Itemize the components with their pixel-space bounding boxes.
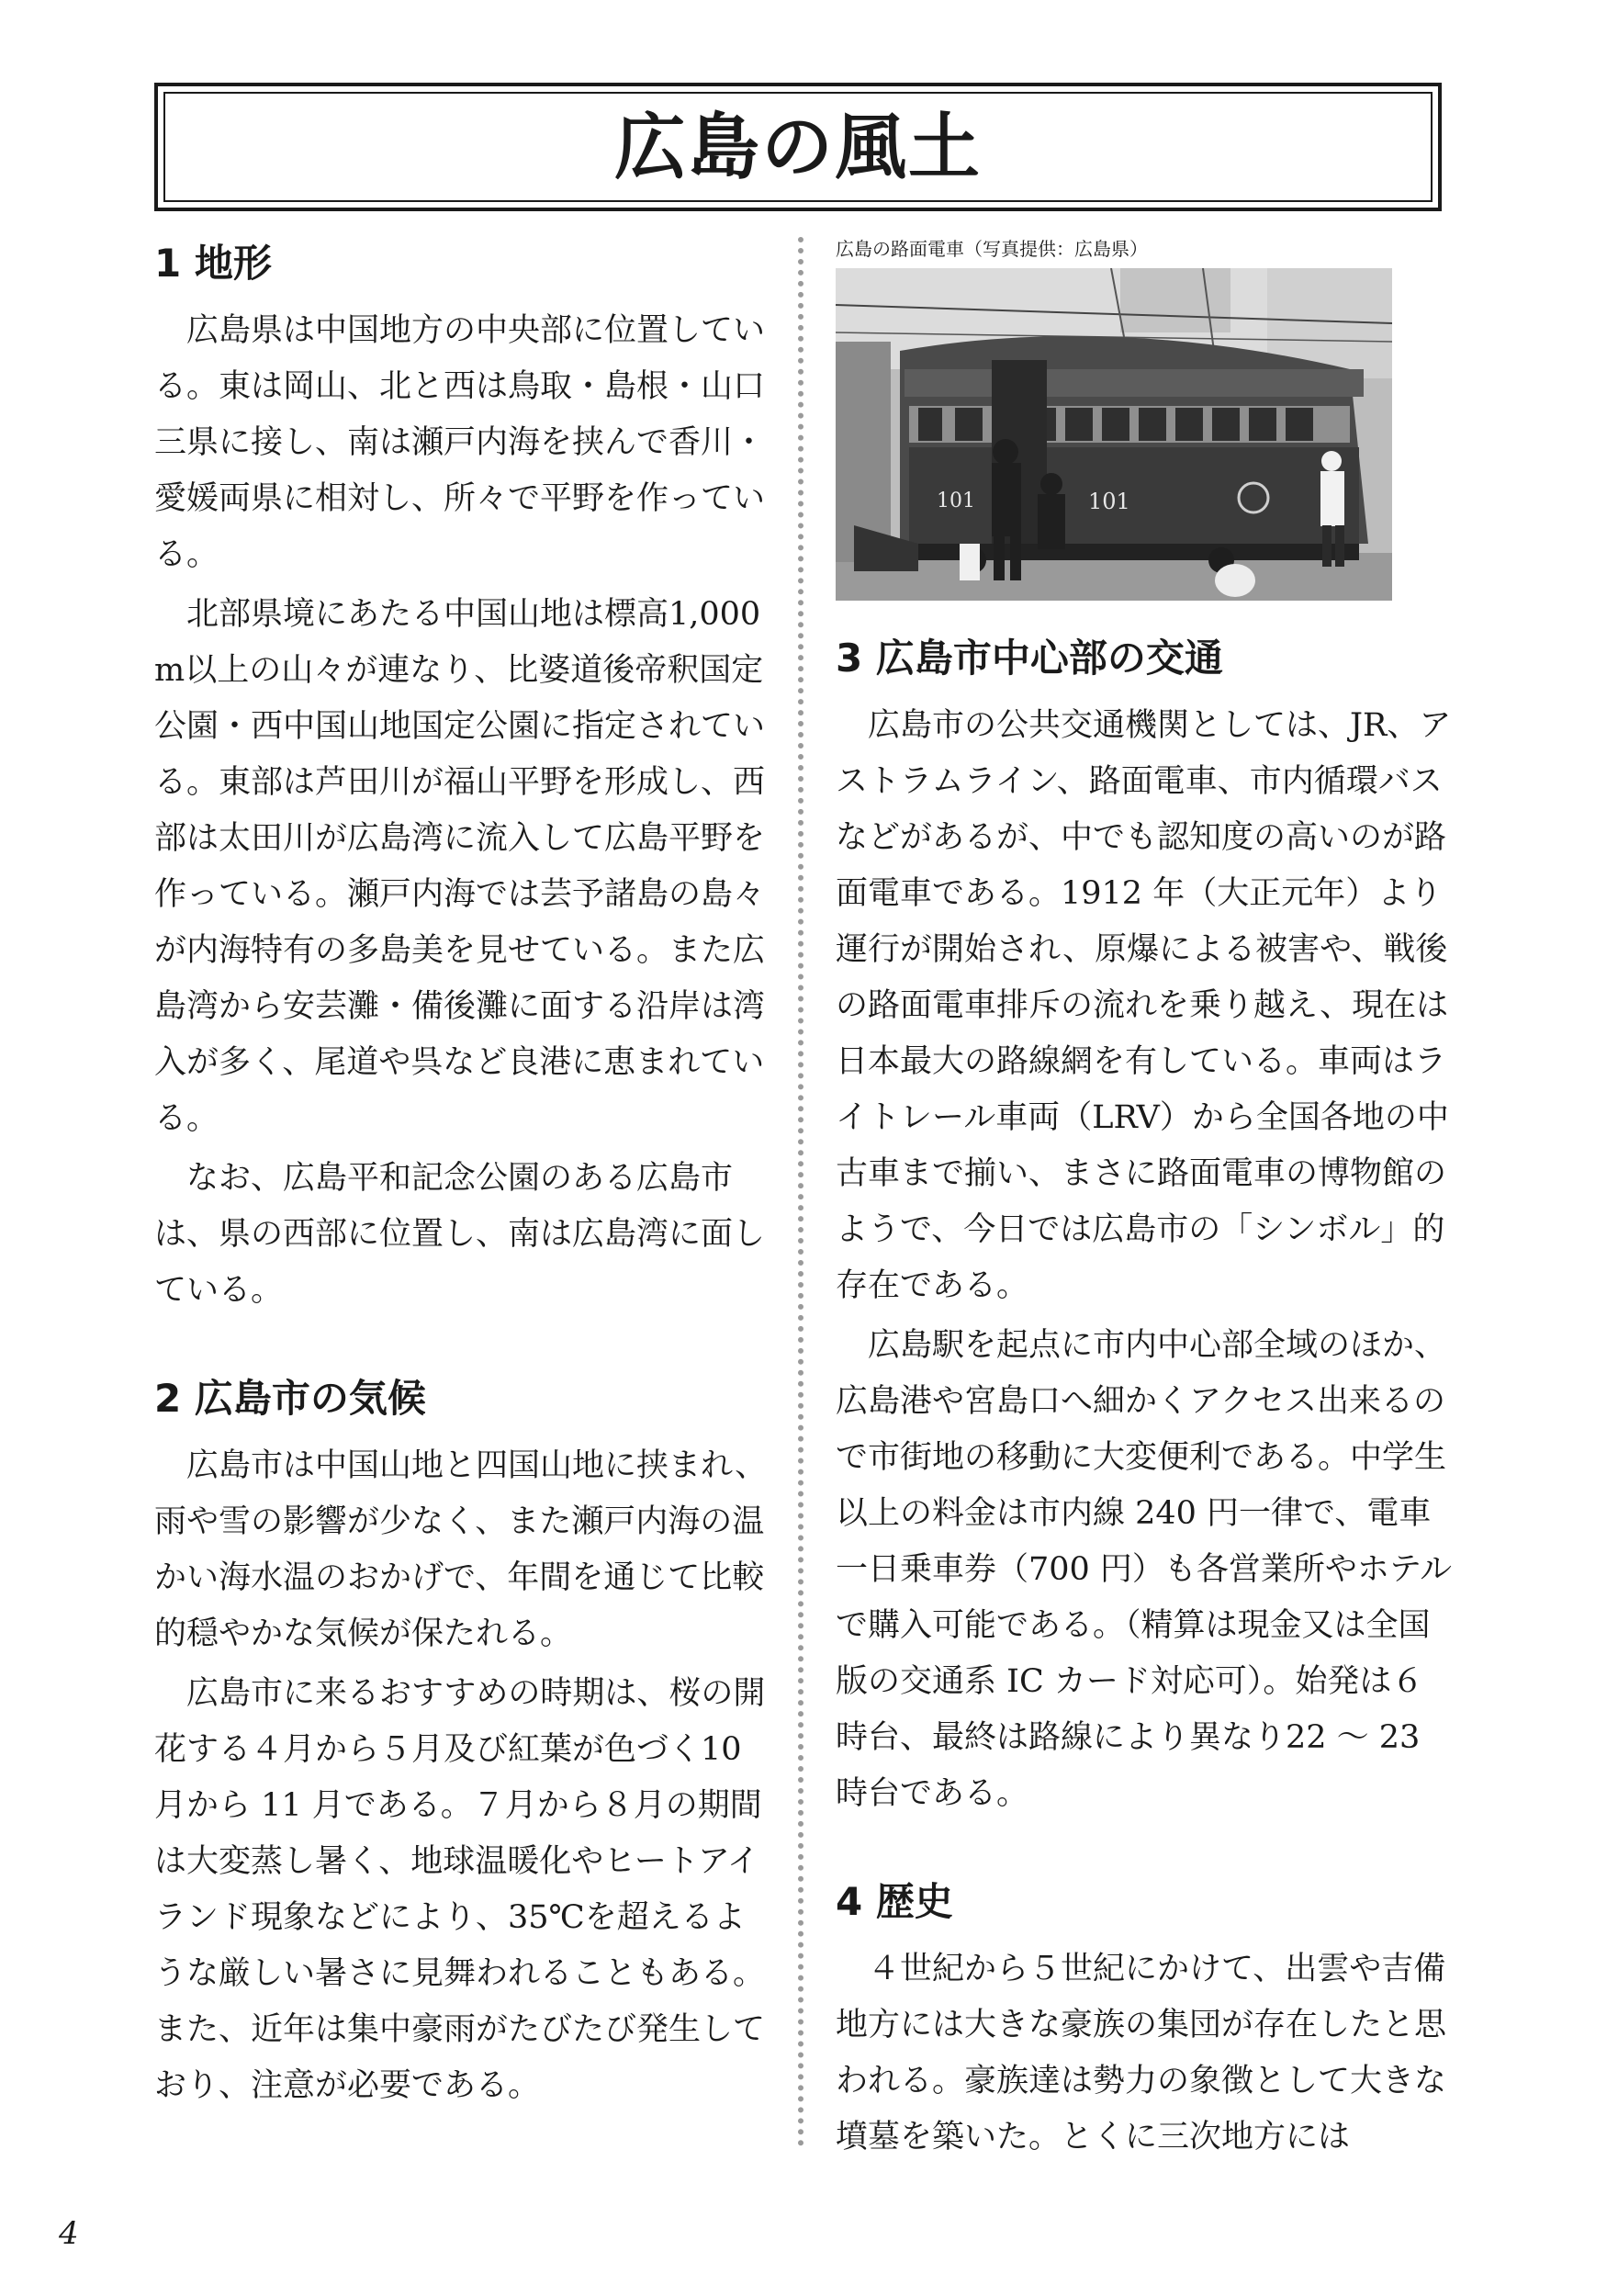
section-1-heading: 1 地形 <box>154 241 272 286</box>
section-4-heading: 4 歴史 <box>836 1879 953 1924</box>
car-number-side: 101 <box>1088 489 1130 514</box>
section-2-paragraph-1: 広島市は中国山地と四国山地に挟まれ、雨や雪の影響が少なく、また瀬戸内海の温かい海水温のおかげで、年間を通じて比較的穏やかな気候が保たれる。 <box>154 1447 768 1652</box>
section-1-paragraph-3: なお、広島平和記念公園のある広島市は、県の西部に位置し、南は広島湾に面している。 <box>154 1160 766 1309</box>
streetcar-photo <box>836 268 1392 601</box>
section-3-heading: 3 広島市中心部の交通 <box>836 636 1223 681</box>
section-4-paragraph-1: ４世紀から５世紀にかけて、出雲や吉備地方には大きな豪族の集団が存在したと思われる。豪族達は勢力の象徴として大きな墳墓を築いた。とくに三次地方には <box>836 1951 1447 2155</box>
page-number: 4 <box>59 2215 79 2252</box>
car-number-front: 101 <box>937 490 975 512</box>
section-2-heading: 2 広島市の気候 <box>154 1376 426 1421</box>
page-title: 広島の風土 <box>613 107 982 189</box>
section-3-paragraph-2: 広島駅を起点に市内中心部全域のほか、広島港や宮島口へ細かくアクセス出来るので市街地の移動に大変便利である。中学生以上の料金は市内線 240 円一律で、電車一日乗車券（700 円）も各営業所やホテルで購入可能である。（精算は現金又は全国版の交通系 IC カード対応可）。始発は６時台、最終は路線により異なり22 ～ 23 時台である。 <box>836 1327 1453 1812</box>
photo-caption: 広島の路面電車（写真提供：広島県） <box>836 238 1148 260</box>
right-column <box>836 237 1453 2166</box>
column-divider <box>798 237 803 2147</box>
title-box <box>154 83 1442 211</box>
section-1-paragraph-2: 北部県境にあたる中国山地は標高1,000 m以上の山々が連なり、比婆道後帝釈国定公園・西中国山地国定公園に指定されている。東部は芦田川が福山平野を形成し、西部は太田川が広島湾に流入して広島平野を作っている。瀬戸内海では芸予諸島の島々が内海特有の多島美を見せている。また広島湾から安芸灘・備後灘に面する沿岸は湾入が多く、尾道や呉など良港に恵まれている。 <box>154 596 766 1137</box>
section-3-paragraph-1: 広島市の公共交通機関としては、JR、アストラムライン、路面電車、市内循環バスなどがあるが、中でも認知度の高いのが路面電車である。1912 年（大正元年）より運行が開始され、原爆による被害や、戦後の路面電車排斥の流れを乗り越え、現在は日本最大の路線網を有している。車両はライトレール車両（LRV）から全国各地の中古車まで揃い、まさに路面電車の博物館のようで、今日では広島市の「シンボル」的存在である。 <box>836 707 1452 1304</box>
left-column <box>154 237 771 2114</box>
section-2-paragraph-2: 広島市に来るおすすめの時期は、桜の開花する４月から５月及び紅葉が色づく10 月から 11 月である。７月から８月の期間は大変蒸し暑く、地球温暖化やヒートアイランド現象などにより、35℃を超えるような厳しい暑さに見舞われることもある。また、近年は集中豪雨がたびたび発生しており、注意が必要である。 <box>154 1675 766 2104</box>
section-1-paragraph-1: 広島県は中国地方の中央部に位置している。東は岡山、北と西は鳥取・島根・山口三県に接し、南は瀬戸内海を挟んで香川・愛媛両県に相対し、所々で平野を作っている。 <box>154 312 766 573</box>
